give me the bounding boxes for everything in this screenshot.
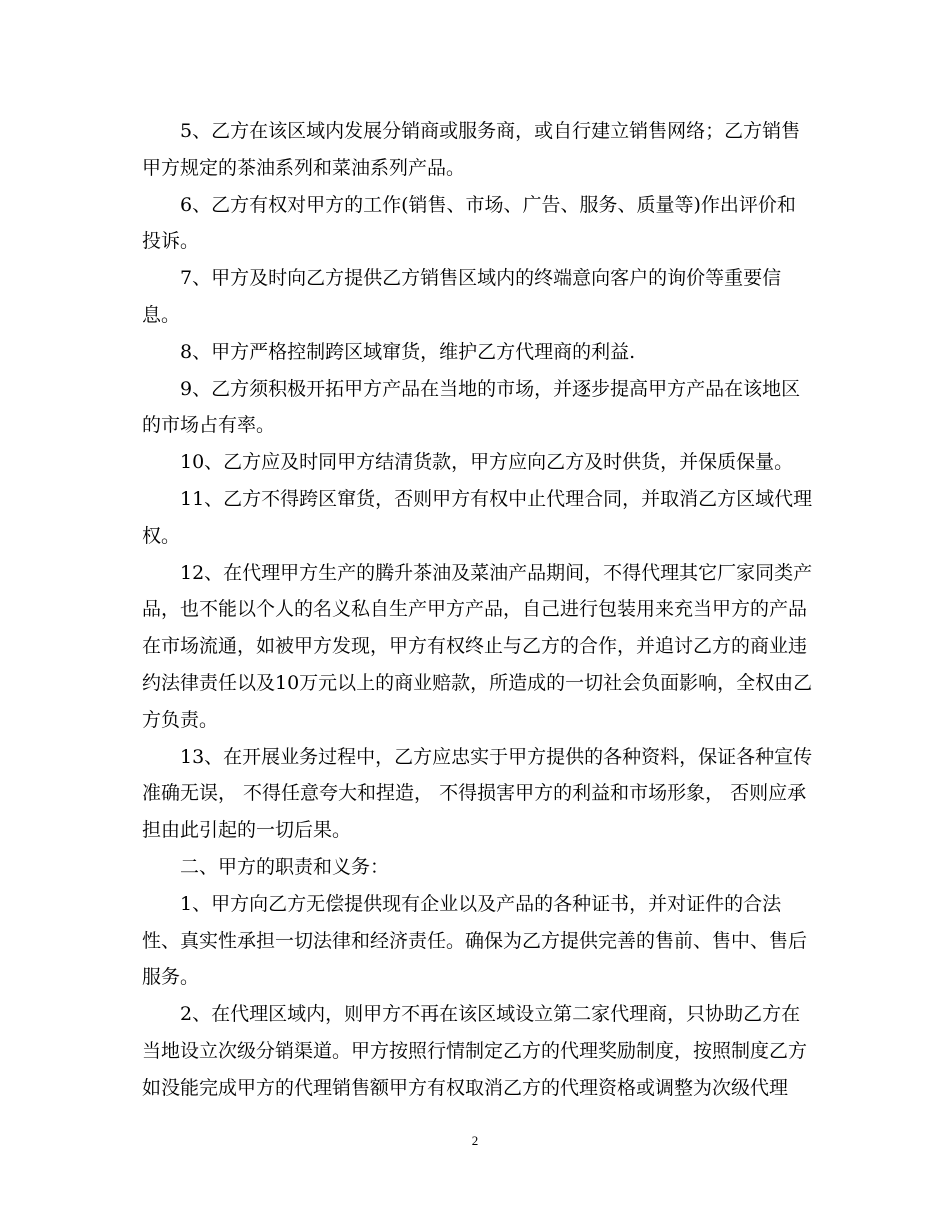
paragraph-first-line: 11、乙方不得跨区窜货，否则甲方有权中止代理合同，并取消乙方区域代理 [180,487,813,510]
paragraph-first-line: 5、乙方在该区域内发展分销商或服务商，或自行建立销售网络；乙方销售 [180,120,801,142]
paragraph-line: 性、真实性承担一切法律和经济责任。确保为乙方提供完善的售前、售中、售后 [142,929,808,952]
paragraph-first-line: 13、在开展业务过程中，乙方应忠实于甲方提供的各种资料，保证各种宣传 [180,745,813,768]
paragraph-first-line: 1、甲方向乙方无偿提供现有企业以及产品的各种证书，并对证件的合法 [180,892,782,915]
paragraph-line: 方负责。 [142,708,219,731]
paragraph-line: 如没能完成甲方的代理销售额甲方有权取消乙方的代理资格或调整为次级代理 [142,1076,789,1099]
paragraph-line: 的市场占有率。 [142,414,276,437]
paragraph-first-line: 12、在代理甲方生产的腾升茶油及菜油产品期间，不得代理其它厂家同类产 [180,561,813,584]
paragraph-line: 担由此引起的一切后果。 [142,819,352,842]
paragraph-first-line: 6、乙方有权对甲方的工作(销售、市场、广告、服务、质量等)作出评价和 [180,193,796,216]
paragraph-line: 权。 [142,524,181,547]
paragraph-first-line: 二、甲方的职责和义务： [180,855,390,878]
paragraph-first-line: 9、乙方须积极开拓甲方产品在当地的市场，并逐步提高甲方产品在该地区 [180,377,801,400]
document-body [142,113,813,1107]
paragraph-first-line: 8、甲方严格控制跨区域窜货，维护乙方代理商的利益. [180,340,636,363]
paragraph-line: 投诉。 [142,230,200,253]
paragraph-line: 在市场流通，如被甲方发现，甲方有权终止与乙方的合作，并追讨乙方的商业违 [142,635,808,658]
paragraph-first-line: 7、甲方及时向乙方提供乙方销售区域内的终端意向客户的询价等重要信 [180,267,782,290]
paragraph-line: 当地设立次级分销渠道。甲方按照行情制定乙方的代理奖励制度，按照制度乙方 [142,1039,808,1062]
paragraph-line: 准确无误， 不得任意夸大和捏造， 不得损害甲方的利益和市场形象， 否则应承 [142,782,807,805]
paragraph-line: 服务。 [142,966,200,989]
paragraph-line: 约法律责任以及10万元以上的商业赔款，所造成的一切社会负面影响，全权由乙 [142,671,813,694]
paragraph-first-line: 10、乙方应及时同甲方结清货款，甲方应向乙方及时供货，并保质保量。 [180,451,794,474]
paragraph-first-line: 2、在代理区域内，则甲方不再在该区域设立第二家代理商，只协助乙方在 [180,1003,801,1026]
paragraph-line: 甲方规定的茶油系列和菜油系列产品。 [142,156,466,179]
paragraph-line: 品，也不能以个人的名义私自生产甲方产品，自己进行包装用来充当甲方的产品 [142,598,808,621]
paragraph-line: 息。 [142,303,181,326]
page-number: 2 [471,1133,479,1148]
